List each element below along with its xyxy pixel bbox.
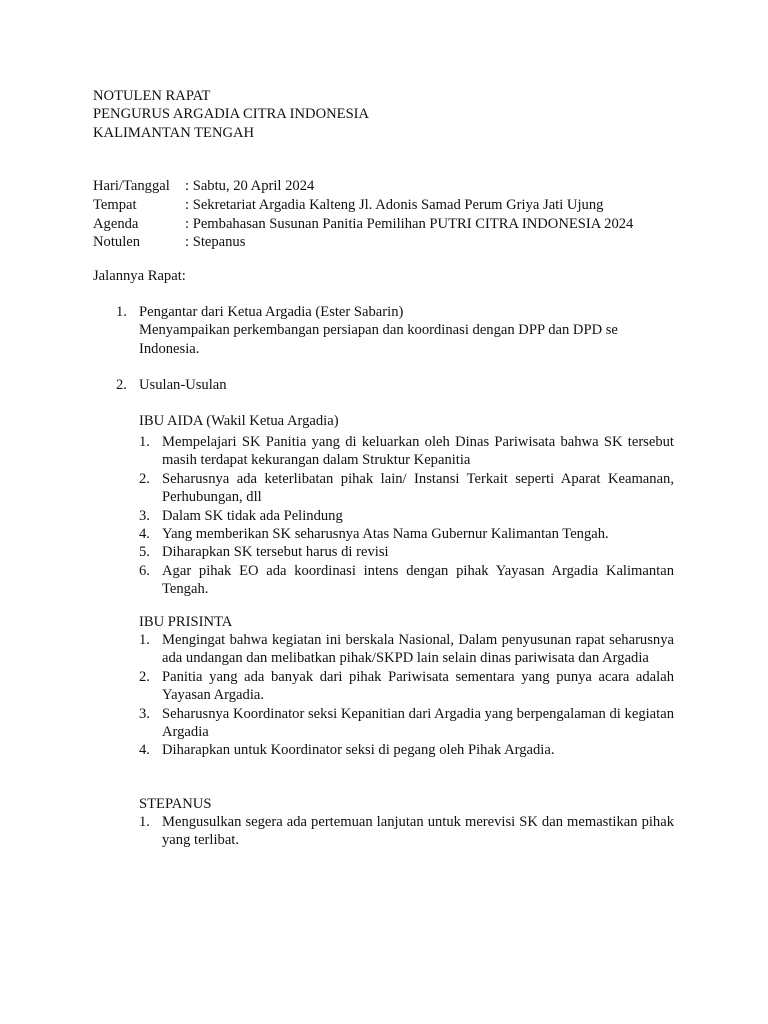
meeting-info-row [93,177,633,196]
agenda-item-number: 2. [116,377,127,393]
organization-region: KALIMANTAN TENGAH [93,124,255,141]
speaker-heading: IBU PRISINTA [139,614,233,630]
organization-name: PENGURUS ARGADIA CITRA INDONESIA [93,106,370,123]
list-item-number: 1. [139,632,150,648]
list-item [139,668,674,705]
meeting-info-label: Agenda [93,215,139,232]
speaker-heading: IBU AIDA (Wakil Ketua Argadia) [139,413,339,429]
list-item-text: Seharusnya Koordinator seksi Kepanitian dari Argadia yang berpengalaman di kegiatan Argadia [162,705,674,741]
list-item-text: Yang memberikan SK seharusnya Atas Nama Gubernur Kalimantan Tengah. [162,526,609,543]
list-item [139,813,674,850]
list-item-number: 2. [139,470,150,487]
list-item [139,562,674,599]
meeting-info-value: : Sabtu, 20 April 2024 [185,178,315,194]
meeting-info-row [93,215,633,234]
agenda-item-number: 1. [116,304,127,320]
list-item-text: Diharapkan untuk Koordinator seksi di pegang oleh Pihak Argadia. [162,742,555,759]
document-header [93,87,369,142]
meeting-info [93,177,633,252]
list-item-number: 4. [139,742,150,759]
meeting-info-value: : Stepanus [185,234,246,251]
speaker-points [139,631,674,760]
list-item-text: Mempelajari SK Panitia yang di keluarkan oleh Dinas Pariwisata bahwa SK tersebut masih terdapat kekurangan dalam Struktur Kepanitia [162,434,674,469]
agenda-item [116,376,696,394]
list-item-number: 4. [139,526,150,543]
list-item [139,543,674,561]
agenda-item-title: Pengantar dari Ketua Argadia (Ester Sabarin) [139,304,404,320]
meeting-info-value: : Pembahasan Susunan Panitia Pemilihan PUTRI CITRA INDONESIA 2024 [185,215,634,232]
meeting-info-row [93,233,633,252]
list-item-text: Dalam SK tidak ada Pelindung [162,507,343,524]
list-item [139,433,674,470]
list-item [139,741,674,759]
list-item-text: Mengingat bahwa kegiatan ini berskala Nasional, Dalam penyusunan rapat seharusnya ada undangan dan melibatkan pihak/SKPD lain selain dinas pariwisata dan Argadia [162,632,674,667]
meeting-info-row [93,196,633,215]
meeting-info-label: Tempat [93,196,137,213]
list-item-number: 3. [139,705,150,722]
list-item-text: Seharusnya ada keterlibatan pihak lain/ Instansi Terkait seperti Aparat Keamanan, Perhubungan, dll [162,470,674,506]
agenda-item-title: Usulan-Usulan [139,377,227,393]
list-item [139,631,674,668]
list-item-number: 6. [139,562,150,579]
list-item [139,470,674,507]
agenda-item-body: Menyampaikan perkembangan persiapan dan koordinasi dengan DPP dan DPD se Indonesia. [139,322,618,357]
proceedings-heading: Jalannya Rapat: [93,268,186,284]
list-item [139,525,674,543]
list-item-number: 5. [139,544,150,561]
list-item [139,705,674,742]
list-item-text: Panitia yang ada banyak dari pihak Pariwisata sementara yang punya acara adalah Yayasan Argadia. [162,668,674,704]
list-item-number: 1. [139,434,150,450]
list-item [139,507,674,525]
list-item-text: Diharapkan SK tersebut harus di revisi [162,544,389,561]
list-item-number: 1. [139,814,150,830]
document-title: NOTULEN RAPAT [93,88,211,104]
speaker-points [139,433,674,599]
list-item-number: 3. [139,507,150,524]
list-item-number: 2. [139,668,150,685]
list-item-text: Mengusulkan segera ada pertemuan lanjutan untuk merevisi SK dan memastikan pihak yang terlibat. [162,814,674,849]
speaker-heading: STEPANUS [139,796,212,812]
meeting-info-label: Notulen [93,234,141,251]
list-item-text: Agar pihak EO ada koordinasi intens dengan pihak Yayasan Argadia Kalimantan Tengah. [162,562,674,598]
agenda-item [116,303,696,358]
meeting-info-value: : Sekretariat Argadia Kalteng Jl. Adonis Samad Perum Griya Jati Ujung [185,196,604,213]
speaker-points [139,813,674,850]
meeting-info-label: Hari/Tanggal [93,178,170,194]
